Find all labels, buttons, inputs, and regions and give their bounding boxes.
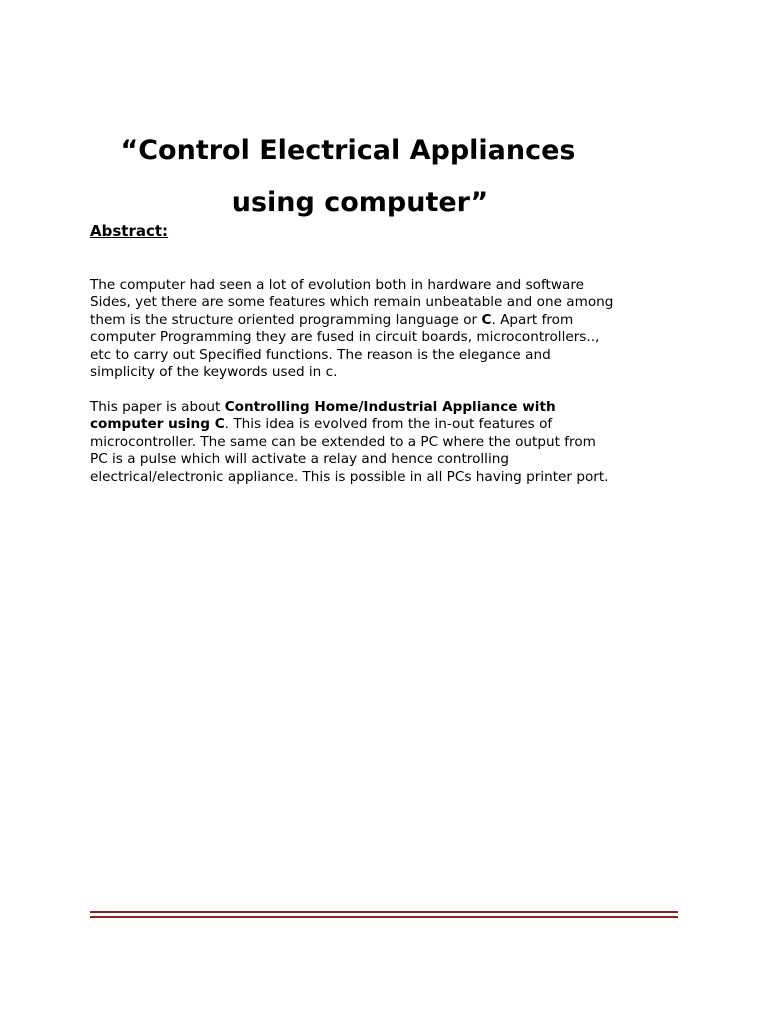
paragraph-line: [90, 329, 650, 346]
paragraph-line: [90, 347, 650, 364]
abstract-heading: Abstract:: [90, 222, 169, 240]
text-run: The computer had seen a lot of evolution both in hardware and software: [90, 277, 584, 293]
paragraph-line: [90, 451, 650, 468]
text-run: microcontroller. The same can be extended to a PC where the output from: [90, 433, 596, 450]
text-run: computer Programming they are fused in circuit boards, microcontrollers..,: [90, 329, 600, 346]
paragraph-line: [90, 277, 650, 294]
paragraph-line: [90, 434, 650, 451]
paragraph-line: [90, 416, 650, 433]
paragraph-line: [90, 399, 650, 416]
text-run: etc to carry out Specified functions. The reason is the elegance and: [90, 346, 551, 363]
text-run: . This idea is evolved from the in-out features of: [224, 416, 553, 433]
text-run: them is the structure oriented programming language or: [90, 311, 482, 328]
text-run: This paper is about: [90, 399, 225, 415]
text-run: . Apart from: [491, 311, 574, 328]
paragraph-line: [90, 294, 650, 311]
paragraph-line: [90, 364, 650, 381]
paragraph-line: [90, 469, 650, 486]
paragraph-line: [90, 312, 650, 329]
footer-rule-bottom: [90, 916, 678, 918]
text-run: Sides, yet there are some features which remain unbeatable and one among: [90, 294, 614, 311]
bold-text-run: Controlling Home/Industrial Appliance with: [224, 399, 556, 415]
text-run: PC is a pulse which will activate a relay and hence controlling: [90, 451, 509, 468]
footer-rule-top: [90, 911, 678, 913]
document-title-line-2: using computer”: [231, 187, 489, 218]
text-run: simplicity of the keywords used in c.: [90, 364, 338, 381]
document-title-line-1: “Control Electrical Appliances: [120, 135, 576, 166]
bold-text-run: C: [481, 311, 492, 328]
abstract-paragraph-1: [90, 277, 650, 381]
text-run: electrical/electronic appliance. This is possible in all PCs having printer port.: [90, 468, 609, 485]
abstract-paragraph-2: [90, 399, 650, 486]
bold-text-run: computer using C: [90, 416, 225, 433]
